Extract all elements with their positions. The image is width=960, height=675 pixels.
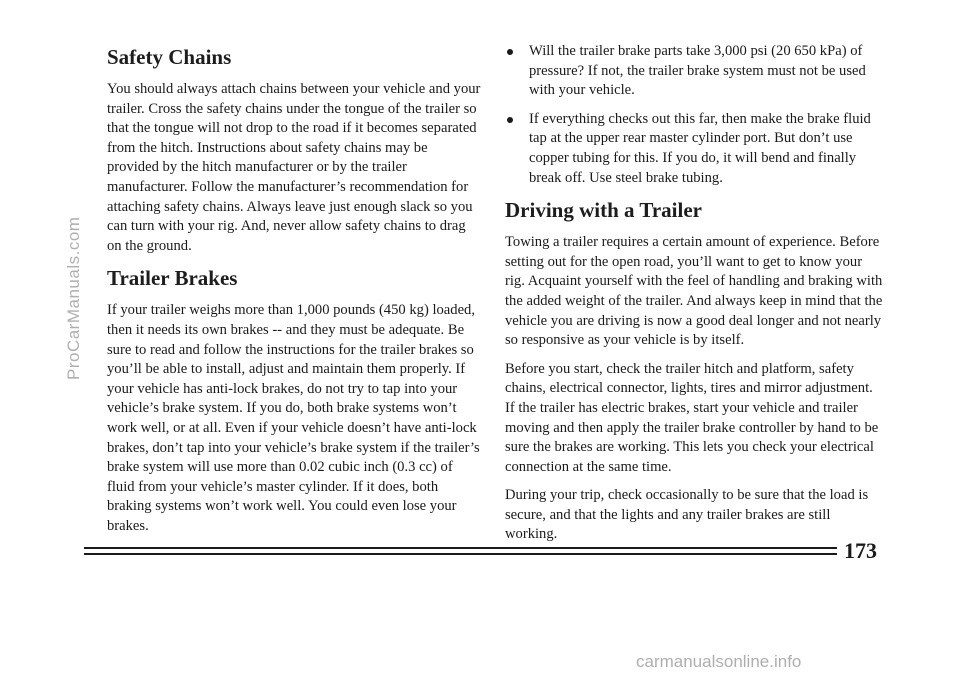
driving-paragraph: During your trip, check occasionally to be sure that the load is secure, and that the lights and any trailer brakes are still working.	[505, 487, 869, 543]
driving-paragraph: Before you start, check the trailer hitch and platform, safety chains, electrical connector, lights, tires and mirror adjustment. If the trailer has electric brakes, start your vehicle and trailer moving and then apply the trailer brake controller by hand to be sure the brakes are working. This lets you check your electrical connection at the same time.	[505, 360, 879, 475]
driving-with-trailer-section	[505, 197, 883, 545]
trailer-brakes-section	[107, 265, 482, 536]
side-watermark: ProCarManuals.com	[64, 216, 83, 380]
bottom-watermark: carmanualsonline.info	[636, 652, 802, 671]
bullet-dot-icon	[507, 49, 513, 55]
safety-chains-heading: Safety Chains	[107, 45, 232, 69]
footer-rule	[84, 547, 837, 549]
page-number: 173	[844, 538, 877, 563]
trailer-brakes-heading: Trailer Brakes	[107, 266, 238, 291]
bullet-text: If everything checks out this far, then make the brake fluid tap at the upper rear master cylinder port. But don’t use copper tubing for this. If you do, it will bend and finally break off. Use steel brake tubing.	[529, 110, 871, 186]
right-column	[505, 42, 883, 554]
driving-with-trailer-heading: Driving with a Trailer	[505, 198, 702, 223]
left-column	[107, 44, 482, 545]
bullet-text: Will the trailer brake parts take 3,000 psi (20 650 kPa) of pressure? If not, the trailer brake system must not be used with your vehicle.	[529, 43, 866, 99]
footer-rule	[84, 553, 837, 555]
safety-chains-paragraph: You should always attach chains between your vehicle and your trailer. Cross the safety chains under the tongue of the trailer so that the tongue will not drop to the road if it becomes separated from the hitch. Instructions about safety chains may be provided by the hitch manufacturer or by the trailer manufacturer. Follow the manufacturer’s recommendation for attaching safety chains. Always leave just enough slack so you can turn with your rig. And, never allow safety chains to drag on the ground.	[107, 81, 481, 254]
bullet-item	[505, 110, 883, 188]
bullet-dot-icon	[507, 117, 513, 123]
safety-chains-section	[107, 44, 482, 256]
bullet-item	[505, 42, 883, 101]
driving-paragraph: Towing a trailer requires a certain amount of experience. Before setting out for the open road, you’ll want to get to know your rig. Acquaint yourself with the feel of handling and braking with the added weight of the trailer. And always keep in mind that the vehicle you are driving is now a good deal longer and not nearly so responsive as your vehicle is by itself.	[505, 234, 883, 349]
trailer-brakes-paragraph: If your trailer weighs more than 1,000 pounds (450 kg) loaded, then it needs its own brakes -- and they must be adequate. Be sure to read and follow the instructions for the trailer brakes so you’ll be able to install, adjust and maintain them properly. If your vehicle has anti-lock brakes, do not try to tap into your vehicle’s brake system. If you do, both brake systems won’t work well, or at all. Even if your vehicle doesn’t have anti-lock brakes, don’t tap into your vehicle’s brake system if the trailer’s brake system will use more than 0.02 cubic inch (0.3 cc) of fluid from your vehicle’s master cylinder. If it does, both braking systems won’t work well. You could even lose your brakes.	[107, 302, 480, 534]
